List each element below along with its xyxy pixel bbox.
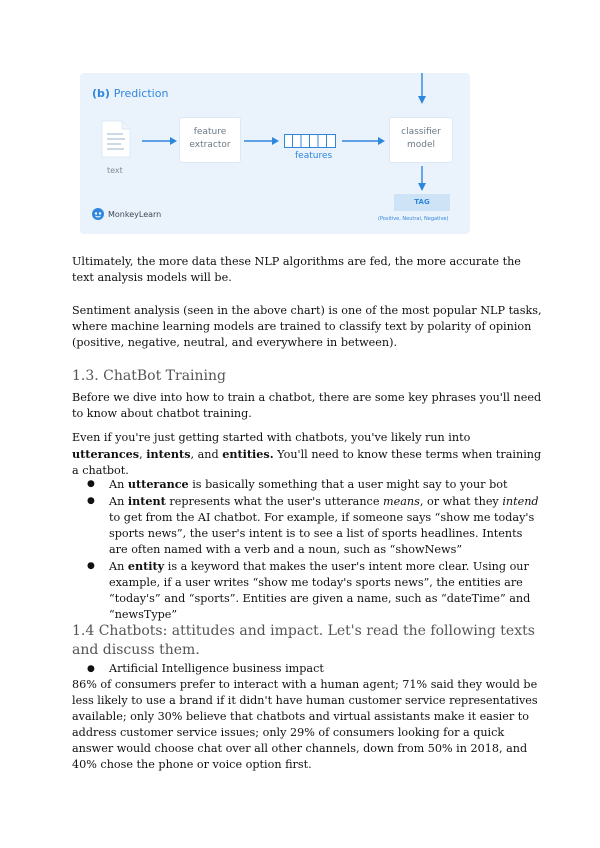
features-label: features	[295, 151, 333, 161]
prediction-diagram	[80, 73, 470, 234]
arrow-down-icon	[417, 166, 427, 192]
feature-vector-icon	[284, 134, 336, 148]
terms-list	[72, 476, 542, 623]
impact-list	[72, 661, 542, 677]
list-item-entity: ● An entity is a keyword that makes the user's intent more clear. Using our example, if a user writes “show me today's sports news”, the entities are “today's” and “sports”. Entities are given a name, such as “dateTime” and “newsType”	[72, 558, 542, 623]
paragraph-data-accuracy: Ultimately, the more data these NLP algorithms are fed, the more accurate the text analysis models will be.	[72, 255, 521, 284]
diagram-title: (b) Prediction	[92, 87, 169, 100]
arrow-down-icon	[417, 73, 427, 105]
tag-subtitle: (Positive, Neutral, Negative)	[378, 216, 449, 222]
arrow-right-icon	[142, 136, 178, 146]
heading-attitudes-impact: 1.4 Chatbots: attitudes and impact. Let's read the following texts and discuss them.	[72, 623, 535, 658]
monkeylearn-logo-icon	[92, 208, 104, 220]
paragraph-consumer-stats: 86% of consumers prefer to interact with a human agent; 71% said they would be less likely to use a brand if it didn't have human customer service representatives available; only 30% believe that chatbots and virtual assistants make it easier to address customer service issues; only 29% of consumers looking for a quick answer would choose chat over all other channels, down from 50% in 2018, and 40% chose the phone or voice option first.	[72, 678, 538, 771]
paragraph-key-phrases: Before we dive into how to train a chatbot, there are some key phrases you'll need to know about chatbot training.	[72, 391, 542, 420]
list-item-intent: ● An intent represents what the user's utterance means, or what they intend to get from the AI chatbot. For example, if someone says “show me today's sports news”, the user's intent is to see a list of sports headlines. Intents are often named with a verb and a noun, such as “showNews”	[72, 493, 542, 558]
tag-box: TAG	[394, 194, 450, 211]
arrow-right-icon	[244, 136, 280, 146]
list-item-ai-business-impact: ● Artificial Intelligence business impact	[72, 661, 542, 677]
paragraph-terms: Even if you're just getting started with chatbots, you've likely run into utterances, intents, and entities. You'll need to know these terms when training a chatbot.	[72, 431, 542, 477]
classifier-model-box: classifier model	[390, 118, 452, 162]
list-item-utterance: ● An utterance is basically something that a user might say to your bot	[72, 476, 542, 493]
paragraph-sentiment-analysis: Sentiment analysis (seen in the above chart) is one of the most popular NLP tasks, where machine learning models are trained to classify text by polarity of opinion (positive, negative, neutral, and everywhere in between).	[72, 304, 542, 349]
arrow-right-icon	[342, 136, 386, 146]
heading-chatbot-training: 1.3. ChatBot Training	[72, 368, 226, 384]
text-label: text	[107, 166, 123, 175]
document-icon	[100, 119, 132, 159]
brand-name: MonkeyLearn	[108, 210, 162, 219]
feature-extractor-box: feature extractor	[180, 118, 240, 162]
